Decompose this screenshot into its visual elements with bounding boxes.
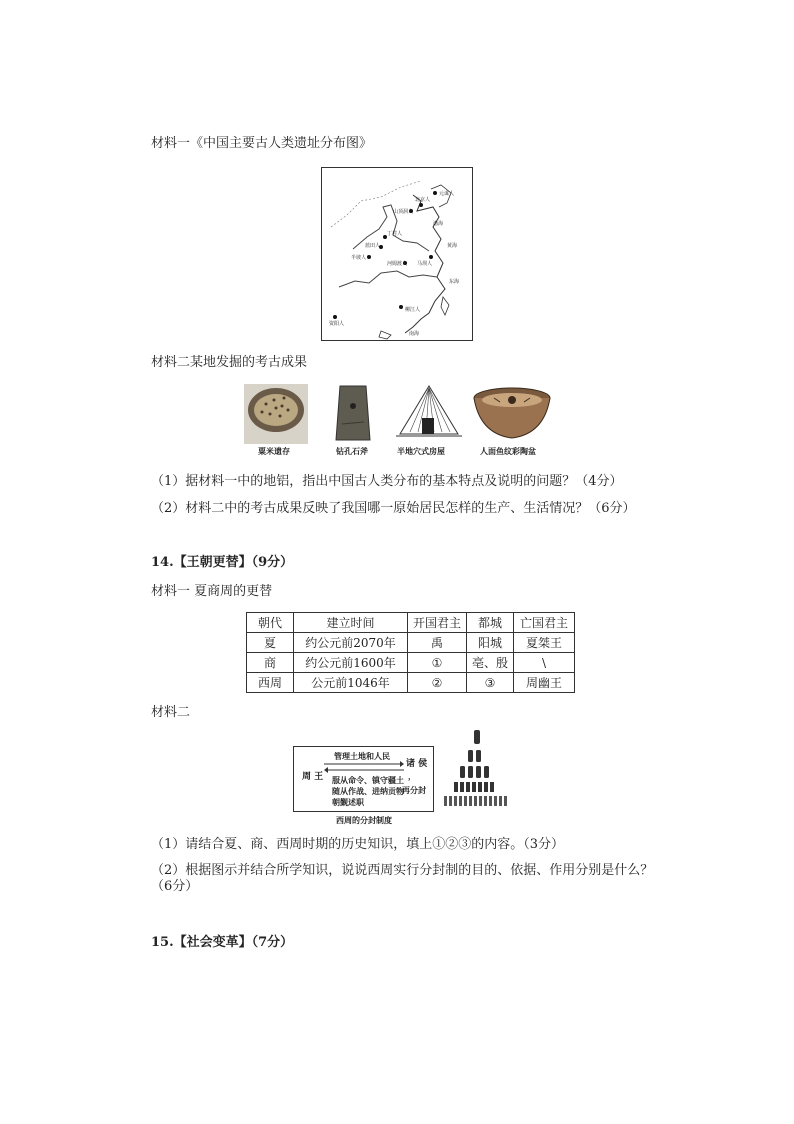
table-header-row [247, 613, 575, 633]
table-row [247, 673, 575, 693]
artifact-caption: 粟米遗存 [258, 446, 290, 456]
map-label: 丁村人 [387, 231, 403, 237]
left-arrow-icon [324, 767, 404, 773]
question-14-2-points: （6分） [151, 879, 199, 894]
semi-subterranean-house-drawing [396, 384, 462, 444]
diagram-caption: 西周的分封制度 [336, 815, 392, 825]
table-cell: 商 [247, 653, 294, 673]
map-label: 蓝田人 [365, 243, 381, 249]
map-label: 马坝人 [417, 261, 433, 267]
map-label: 北京人 [415, 197, 431, 203]
sub-enfeoffment-label: 再分封 [402, 785, 426, 795]
question-15-heading: 15.【社会变革】（7分） [151, 935, 294, 950]
diagram-duties-1: 服从命令、镇守疆土 [332, 775, 404, 785]
table-header-cell: 朝代 [247, 613, 294, 633]
diagram-duties-3: 朝觐述职 [332, 797, 364, 807]
question-13-2: （2）材料二中的考古成果反映了我国哪一原始居民怎样的生产、生活情况？（6分） [151, 501, 636, 516]
table-cell: 阳城 [467, 633, 514, 653]
question-13-1: （1）据材料一中的地铝，指出中国古人类分布的基本特点及说明的问题？（4分） [151, 474, 623, 489]
map-label: 黄海 [447, 243, 458, 249]
table-cell: ① [408, 653, 467, 673]
map-label: 渤海 [433, 221, 444, 227]
artifact-caption: 钻孔石斧 [336, 446, 368, 456]
table-cell: 夏 [247, 633, 294, 653]
question-14-material-1: 材料一 夏商周的更替 [151, 584, 273, 599]
millet-remains-photo [244, 384, 308, 444]
map-label: 柳江人 [405, 307, 421, 313]
table-cell: 禹 [408, 633, 467, 653]
table-cell: 夏桀王 [514, 633, 575, 653]
map-label: 半坡人 [351, 255, 367, 261]
table-header-cell: 亡国君主 [514, 613, 575, 633]
table-header-cell: 都城 [467, 613, 514, 633]
ancient-sites-map [321, 167, 473, 341]
map-label: 元谋人 [439, 191, 455, 197]
table-cell: 西周 [247, 673, 294, 693]
map-label: 东海 [449, 279, 460, 285]
king-label: 周 王 [302, 772, 324, 782]
stone-axe-photo [332, 384, 374, 444]
table-cell: 约公元前2070年 [294, 633, 408, 653]
map-label: 山顶洞人 [393, 209, 414, 215]
diagram-comma: ， [408, 771, 416, 781]
table-cell: ③ [467, 673, 514, 693]
question-14-heading: 14.【王朝更替】（9分） [151, 555, 294, 570]
table-cell: ② [408, 673, 467, 693]
table-cell: \ [514, 653, 575, 673]
table-cell: 约公元前1600年 [294, 653, 408, 673]
painted-pottery-basin-photo [470, 384, 554, 444]
artifact-caption: 半地穴式房屋 [397, 446, 445, 456]
question-14-1: （1）请结合夏、商、西周时期的历史知识，填上①②③的内容。（3分） [151, 837, 565, 852]
enfeoffment-diagram [293, 746, 434, 812]
diagram-top-line: 管理土地和人民 [334, 751, 390, 761]
map-label: 资阳人 [329, 321, 345, 327]
table-row [247, 633, 575, 653]
table-row [247, 653, 575, 673]
map-label: 河姆渡人 [387, 261, 408, 267]
table-cell: 周幽王 [514, 673, 575, 693]
dynasty-table [246, 612, 575, 693]
table-cell: 亳、殷 [467, 653, 514, 673]
material-1-title: 材料一《中国主要古人类遗址分布图》 [151, 136, 373, 151]
question-14-2: （2）根据图示并结合所学知识，说说西周实行分封制的目的、依据、作用分别是什么？ [151, 863, 654, 878]
artifact-caption: 人面鱼纹彩陶盆 [480, 446, 536, 456]
table-header-cell: 建立时间 [294, 613, 408, 633]
map-label: 南海 [409, 331, 420, 337]
material-2-title: 材料二某地发掘的考古成果 [151, 355, 308, 370]
question-14-material-2: 材料二 [151, 705, 191, 720]
hierarchy-pyramid-figure [440, 728, 514, 808]
diagram-duties-2: 随从作战、进纳贡物 [332, 786, 404, 796]
table-header-cell: 开国君主 [408, 613, 467, 633]
table-cell: 公元前1046年 [294, 673, 408, 693]
lords-label: 诸 侯 [406, 759, 428, 769]
